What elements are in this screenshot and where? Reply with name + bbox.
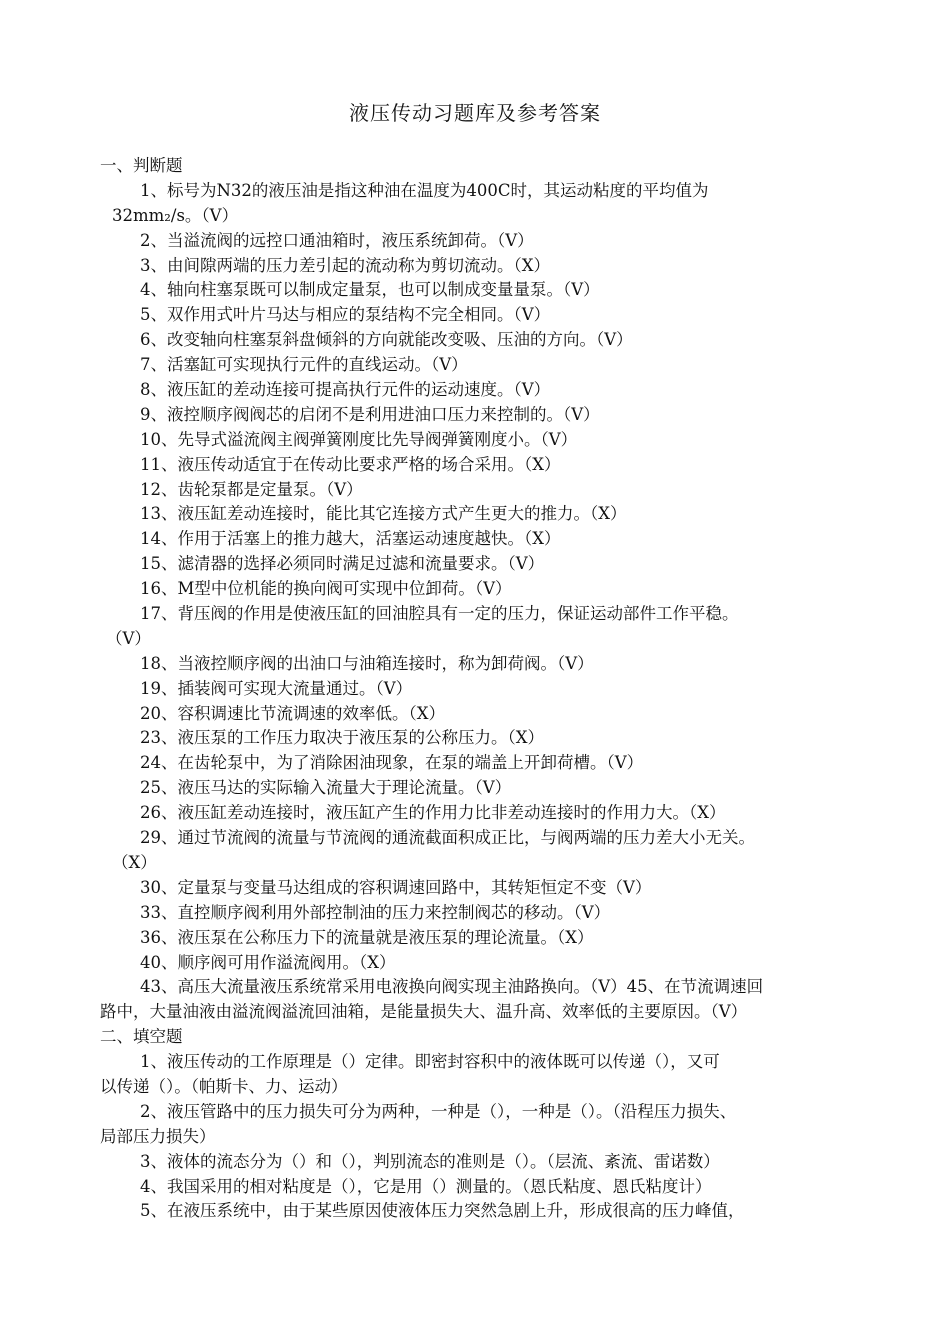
question-item: 1、标号为N32的液压油是指这种油在温度为400C时，其运动粘度的平均值为: [140, 180, 709, 200]
question-item: 5、双作用式叶片马达与相应的泵结构不完全相同。（V）: [140, 305, 551, 325]
question-item: 29、通过节流阀的流量与节流阀的通流截面积成正比，与阀两端的压力差大小无关。: [140, 828, 755, 848]
question-item: 10、先导式溢流阀主阀弹簧刚度比先导阀弹簧刚度小。（V）: [140, 429, 578, 449]
question-item: 3、液体的流态分为（）和（），判别流态的准则是（）。（层流、紊流、雷诺数）: [140, 1151, 720, 1171]
question-item: 3、由间隙两端的压力差引起的流动称为剪切流动。（X）: [140, 255, 550, 275]
question-item: 14、作用于活塞上的推力越大，活塞运动速度越快。（X）: [140, 529, 561, 549]
question-item: 2、当溢流阀的远控口通油箱时，液压系统卸荷。（V）: [140, 230, 534, 250]
question-item: 24、在齿轮泵中，为了消除困油现象，在泵的端盖上开卸荷槽。（V）: [140, 753, 644, 773]
question-item: 18、当液控顺序阀的出油口与油箱连接时，称为卸荷阀。（V）: [140, 653, 594, 673]
question-item: 2、液压管路中的压力损失可分为两种，一种是（），一种是（）。（沿程压力损失、: [140, 1101, 737, 1121]
section-heading-fill-blank: 二、填空题: [100, 1027, 183, 1047]
document-body: [100, 154, 860, 1224]
question-continuation: 32mm₂/s。（V）: [112, 205, 239, 225]
section-heading-judgement: 一、判断题: [100, 156, 183, 175]
question-continuation: 以传递（）。（帕斯卡、力、运动）: [100, 1076, 348, 1096]
question-continuation: 局部压力损失）: [100, 1126, 216, 1146]
question-item: 33、直控顺序阀利用外部控制油的压力来控制阀芯的移动。（V）: [140, 902, 611, 922]
page-title: 液压传动习题库及参考答案: [349, 101, 601, 125]
question-continuation: （X）: [112, 852, 157, 872]
question-item: 40、顺序阀可用作溢流阀用。（X）: [140, 952, 396, 972]
question-item: 8、液压缸的差动连接可提高执行元件的运动速度。（V）: [140, 380, 551, 400]
question-item: 9、液控顺序阀阀芯的启闭不是利用进油口压力来控制的。（V）: [140, 404, 600, 424]
question-item: 20、容积调速比节流调速的效率低。（X）: [140, 703, 445, 723]
question-item: 1、液压传动的工作原理是（）定律。即密封容积中的液体既可以传递（），又可: [140, 1052, 720, 1072]
question-continuation: 路中，大量油液由溢流阀溢流回油箱，是能量损失大、温升高、效率低的主要原因。（V）: [100, 1002, 748, 1022]
question-item: 5、在液压系统中，由于某些原因使液体压力突然急剧上升，形成很高的压力峰值，: [140, 1201, 745, 1221]
question-item: 4、我国采用的相对粘度是（），它是用（）测量的。（恩氏粘度、恩氏粘度计）: [140, 1176, 712, 1196]
question-item: 4、轴向柱塞泵既可以制成定量泵，也可以制成变量量泵。（V）: [140, 280, 600, 300]
question-item: 17、背压阀的作用是使液压缸的回油腔具有一定的压力，保证运动部件工作平稳。: [140, 604, 739, 624]
question-item: 11、液压传动适宜于在传动比要求严格的场合采用。（X）: [140, 454, 561, 474]
question-item: 15、滤清器的选择必须同时满足过滤和流量要求。（V）: [140, 554, 545, 574]
question-item: 12、齿轮泵都是定量泵。（V）: [140, 479, 363, 499]
question-item: 26、液压缸差动连接时，液压缸产生的作用力比非差动连接时的作用力大。（X）: [140, 803, 726, 823]
question-item: 6、改变轴向柱塞泵斜盘倾斜的方向就能改变吸、压油的方向。（V）: [140, 330, 633, 350]
question-item: 23、液压泵的工作压力取决于液压泵的公称压力。（X）: [140, 728, 544, 748]
question-item: 13、液压缸差动连接时，能比其它连接方式产生更大的推力。（X）: [140, 504, 627, 524]
question-continuation: （V）: [106, 628, 151, 648]
question-item: 43、高压大流量液压系统常采用电液换向阀实现主油路换向。（V）45、在节流调速回: [140, 977, 764, 997]
question-item: 16、M型中位机能的换向阀可实现中位卸荷。（V）: [140, 579, 512, 599]
question-item: 30、定量泵与变量马达组成的容积调速回路中，其转矩恒定不变（V）: [140, 877, 652, 897]
question-item: 19、插装阀可实现大流量通过。（V）: [140, 678, 413, 698]
question-item: 36、液压泵在公称压力下的流量就是液压泵的理论流量。（X）: [140, 927, 594, 947]
question-item: 7、活塞缸可实现执行元件的直线运动。（V）: [140, 355, 468, 375]
question-item: 25、液压马达的实际输入流量大于理论流量。（V）: [140, 778, 512, 798]
